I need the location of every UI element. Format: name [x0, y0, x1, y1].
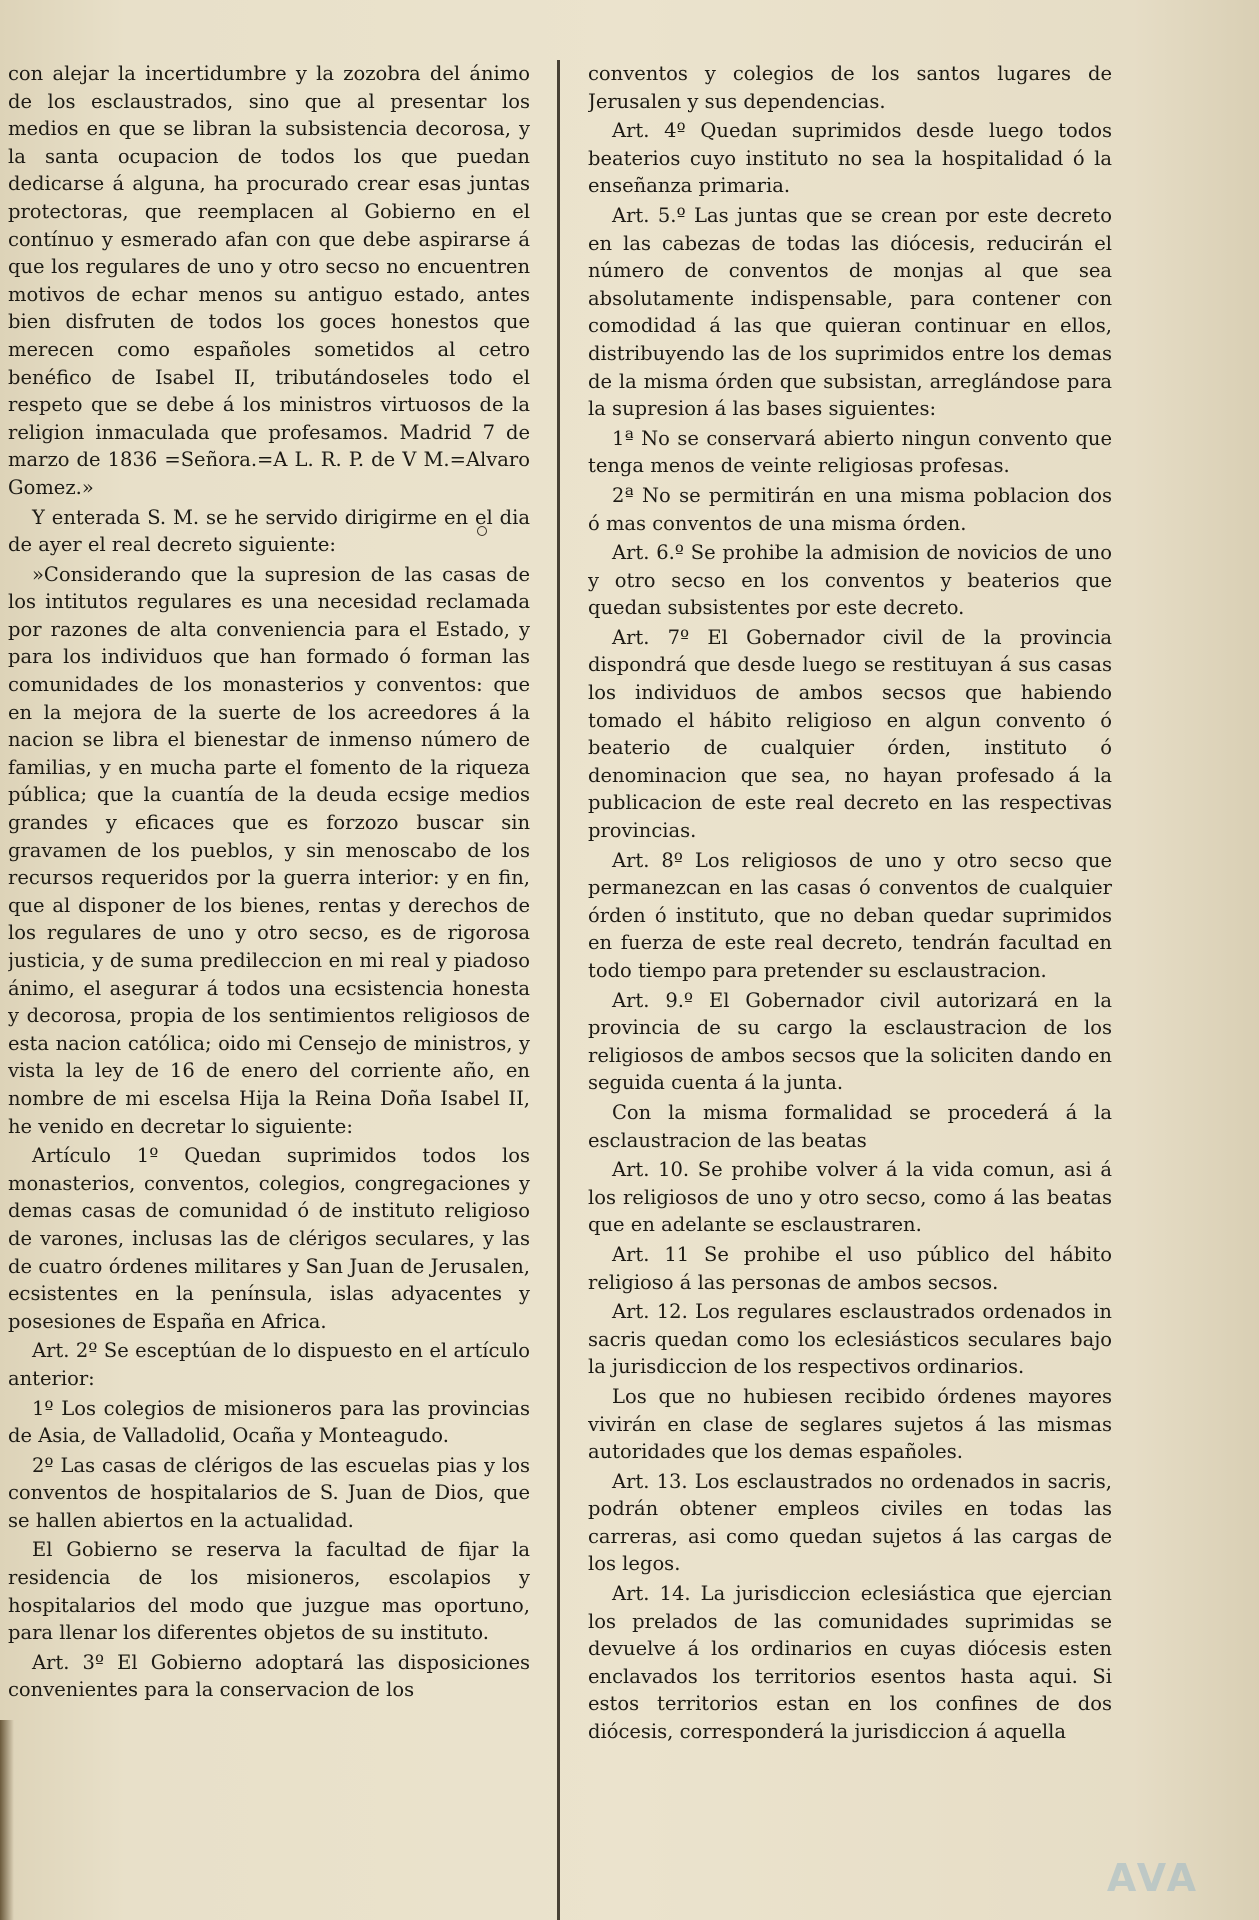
- paragraph: 2ª No se permitirán en una misma poblacion dos ó mas conventos de una misma órden.: [588, 483, 1112, 535]
- paragraph: El Gobierno se reserva la facultad de fijar la residencia de los misioneros, escolapios y hospitalarios del modo que juzgue mas oportuno, para llenar los diferentes objetos de su instituto.: [8, 1538, 530, 1645]
- paragraph: conventos y colegios de los santos lugares de Jerusalen y sus dependencias.: [588, 62, 1112, 113]
- paragraph: Art. 11 Se prohibe el uso público del hábito religioso á las personas de ambos secsos.: [588, 1242, 1112, 1294]
- paragraph: Con la misma formalidad se procederá á la esclaustracion de las beatas: [588, 1100, 1112, 1152]
- paragraph: Art. 8º Los religiosos de uno y otro secso que permanezcan en las casas ó conventos de cualquier órden ó instituto, que no deban quedar suprimidos en fuerza de este real decreto, tendrán facultad en todo tiempo para pretender su esclaustracion.: [588, 848, 1112, 982]
- ink-mark: [477, 526, 487, 536]
- paragraph: Art. 2º Se esceptúan de lo dispuesto en el artículo anterior:: [8, 1339, 530, 1390]
- paragraph: 1ª No se conservará abierto ningun convento que tenga menos de veinte religiosas profesas.: [588, 426, 1112, 478]
- paragraph: 1º Los colegios de misioneros para las provincias de Asia, de Valladolid, Ocaña y Monteagudo.: [8, 1396, 530, 1448]
- paragraph: Los que no hubiesen recibido órdenes mayores vivirán en clase de seglares sujetos á las mismas autoridades que los demas españoles.: [588, 1384, 1112, 1464]
- paragraph: Art. 13. Los esclaustrados no ordenados in sacris, podrán obtener empleos civiles en todas las carreras, asi como quedan sujetos á las cargas de los legos.: [588, 1469, 1112, 1576]
- paragraph: Art. 6.º Se prohibe la admision de novicios de uno y otro secso en los conventos y beaterios que quedan subsistentes por este decreto.: [588, 541, 1112, 620]
- paragraph: Y enterada S. M. se he servido dirigirme en el dia de ayer el real decreto siguiente:: [8, 505, 530, 557]
- paragraph: Artículo 1º Quedan suprimidos todos los monasterios, conventos, colegios, congregaciones y demas casas de comunidad ó de instituto religioso de varones, inclusas las de clérigos seculares, y las de cuatro órdenes militares y San Juan de Jerusalen, ecsistentes en la península, islas adyacentes y posesiones de España en Africa.: [8, 1144, 530, 1333]
- watermark: AVA: [1106, 1856, 1199, 1900]
- paragraph: Art. 3º El Gobierno adoptará las disposiciones convenientes para la conservacion de los: [8, 1650, 530, 1702]
- left-column: [8, 60, 530, 1920]
- paragraph: Art. 12. Los regulares esclaustrados ordenados in sacris quedan como los eclesiásticos seculares bajo la jurisdiccion de los respectivos ordinarios.: [588, 1300, 1112, 1379]
- paragraph: 2º Las casas de clérigos de las escuelas pias y los conventos de hospitalarios de S. Juan de Dios, que se hallen abiertos en la actualidad.: [8, 1453, 530, 1532]
- paragraph: con alejar la incertidumbre y la zozobra del ánimo de los esclaustrados, sino que al presentar los medios en que se libran la subsistencia decorosa, y la santa ocupacion de todos los que puedan dedicarse á alguna, ha procurado crear esas juntas protectoras, que reemplacen al Gobierno en el contínuo y esmerado afan con que debe aspirarse á que los regulares de uno y otro secso no encuentren motivos de echar menos su antiguo estado, antes bien disfruten de todos los goces honestos que merecen como españoles sometidos al cetro benéfico de Isabel II, tributándoseles todo el respeto que se debe á los ministros virtuosos de la religion inmaculada que profesamos. Madrid 7 de marzo de 1836 =Señora.=A L. R. P. de V M.=Alvaro Gomez.»: [8, 62, 530, 499]
- paragraph: Art. 14. La jurisdiccion eclesiástica que ejercian los prelados de las comunidades suprimidas se devuelve á los ordinarios en cuyas diócesis esten enclavados los territorios esentos hasta aqui. Si estos territorios estan en los confines de dos diócesis, corresponderá la jurisdiccion á aquella: [588, 1582, 1112, 1744]
- right-column: [588, 60, 1112, 1920]
- paragraph: Art. 9.º El Gobernador civil autorizará en la provincia de su cargo la esclaustracion de los religiosos de ambos secsos que la soliciten dando en seguida cuenta á la junta.: [588, 988, 1112, 1095]
- paragraph: Art. 5.º Las juntas que se crean por este decreto en las cabezas de todas las diócesis, reducirán el número de conventos de monjas al que sea absolutamente indispensable, para contener con comodidad á las que quieran continuar en ellos, distribuyendo las de los suprimidos entre los demas de la misma órden que subsistan, arreglándose para la supresion á las bases siguientes:: [588, 203, 1112, 421]
- paragraph: Art. 10. Se prohibe volver á la vida comun, asi á los religiosos de uno y otro secso, como á las beatas que en adelante se esclaustraren.: [588, 1158, 1112, 1237]
- paragraph: Art. 4º Quedan suprimidos desde luego todos beaterios cuyo instituto no sea la hospitalidad ó la enseñanza primaria.: [588, 119, 1112, 198]
- column-divider: [557, 60, 560, 1920]
- paragraph: Art. 7º El Gobernador civil de la provincia dispondrá que desde luego se restituyan á sus casas los individuos de ambos secsos que habiendo tomado el hábito religioso en algun convento ó beaterio de cualquier órden, instituto ó denominacion que sea, no hayan profesado á la publicacion de este real decreto en las respectivas provincias.: [588, 625, 1112, 843]
- paragraph: »Considerando que la supresion de las casas de los intitutos regulares es una necesidad reclamada por razones de alta conveniencia para el Estado, y para los individuos que han formado ó forman las comunidades de los monasterios y conventos: que en la mejora de la suerte de los acreedores á la nacion se libra el bienestar de inmenso número de familias, y en mucha parte el fomento de la riqueza pública; que la cuantía de la deuda ecsige medios grandes y eficaces que es forzozo buscar sin gravamen de los pueblos, y sin menoscabo de los recursos requeridos por la guerra interior: y en fin, que al disponer de los bienes, rentas y derechos de los regulares de uno y otro secso, es de rigorosa justicia, y de suma predileccion en mi real y piadoso ánimo, el asegurar á todos una ecsistencia honesta y decorosa, propia de los sentimientos religiosos de esta nacion católica; oido mi Censejo de ministros, y vista la ley de 16 de enero del corriente año, en nombre de mi escelsa Hija la Reina Doña Isabel II, he venido en decretar lo siguiente:: [8, 562, 530, 1138]
